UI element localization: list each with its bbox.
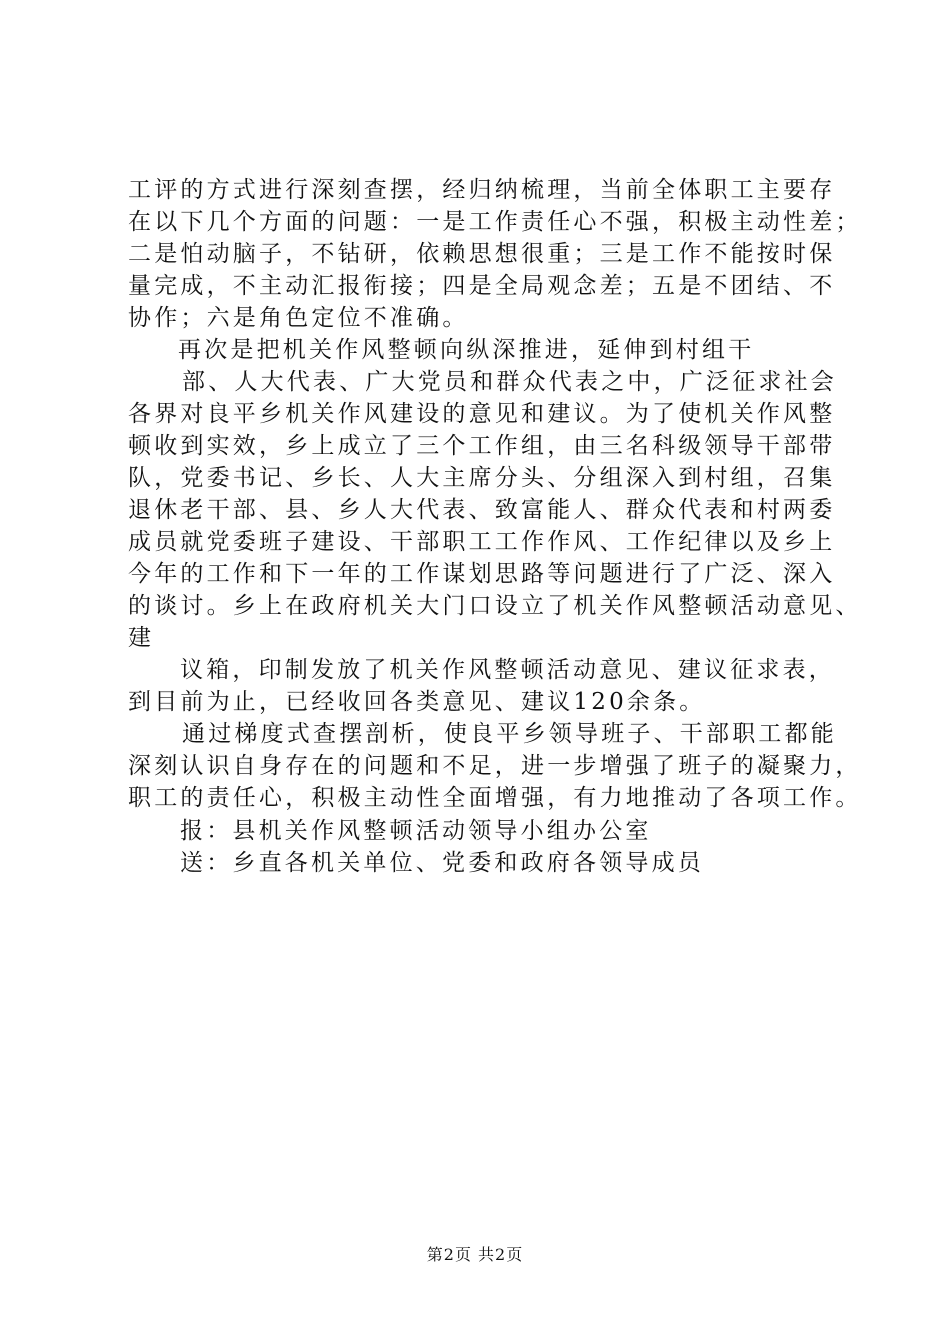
body-line: 深刻认识自身存在的问题和不足，进一步增强了班子的凝聚力， — [128, 753, 862, 779]
report-to-line: 报：县机关作风整顿活动领导小组办公室 — [180, 818, 652, 844]
body-line: 顿收到实效，乡上成立了三个工作组，由三名科级领导干部带 — [128, 433, 836, 459]
body-line: 量完成，不主动汇报衔接；四是全局观念差；五是不团结、不 — [128, 273, 836, 299]
page-number: 第2页 共2页 — [426, 1245, 524, 1264]
body-line: 再次是把机关作风整顿向纵深推进，延伸到村组干 — [178, 337, 755, 363]
body-line: 通过梯度式查摆剖析，使良平乡领导班子、干部职工都能 — [182, 721, 837, 747]
body-line: 议箱，印制发放了机关作风整顿活动意见、建议征求表， — [180, 657, 835, 683]
body-line: 成员就党委班子建设、干部职工工作作风、工作纪律以及乡上 — [128, 529, 836, 555]
body-line: 工评的方式进行深刻查摆，经归纳梳理，当前全体职工主要存 — [128, 177, 836, 203]
body-line: 二是怕动脑子，不钻研，依赖思想很重；三是工作不能按时保 — [128, 241, 836, 267]
body-line: 协作；六是角色定位不准确。 — [128, 305, 469, 331]
body-line: 的谈讨。乡上在政府机关大门口设立了机关作风整顿活动意见、 — [128, 593, 862, 619]
body-line: 部、人大代表、广大党员和群众代表之中，广泛征求社会 — [182, 369, 837, 395]
body-line: 各界对良平乡机关作风建设的意见和建议。为了使机关作风整 — [128, 401, 836, 427]
body-line: 建 — [128, 625, 155, 651]
body-line: 退休老干部、县、乡人大代表、致富能人、群众代表和村两委 — [128, 497, 836, 523]
send-to-line: 送：乡直各机关单位、党委和政府各领导成员 — [180, 850, 704, 876]
body-line: 在以下几个方面的问题：一是工作责任心不强，积极主动性差； — [128, 209, 862, 235]
body-line: 今年的工作和下一年的工作谋划思路等问题进行了广泛、深入 — [128, 561, 836, 587]
body-line: 职工的责任心，积极主动性全面增强，有力地推动了各项工作。 — [128, 785, 862, 811]
body-line: 到目前为止，已经收回各类意见、建议120余条。 — [128, 689, 706, 715]
body-line: 队，党委书记、乡长、人大主席分头、分组深入到村组，召集 — [128, 465, 836, 491]
